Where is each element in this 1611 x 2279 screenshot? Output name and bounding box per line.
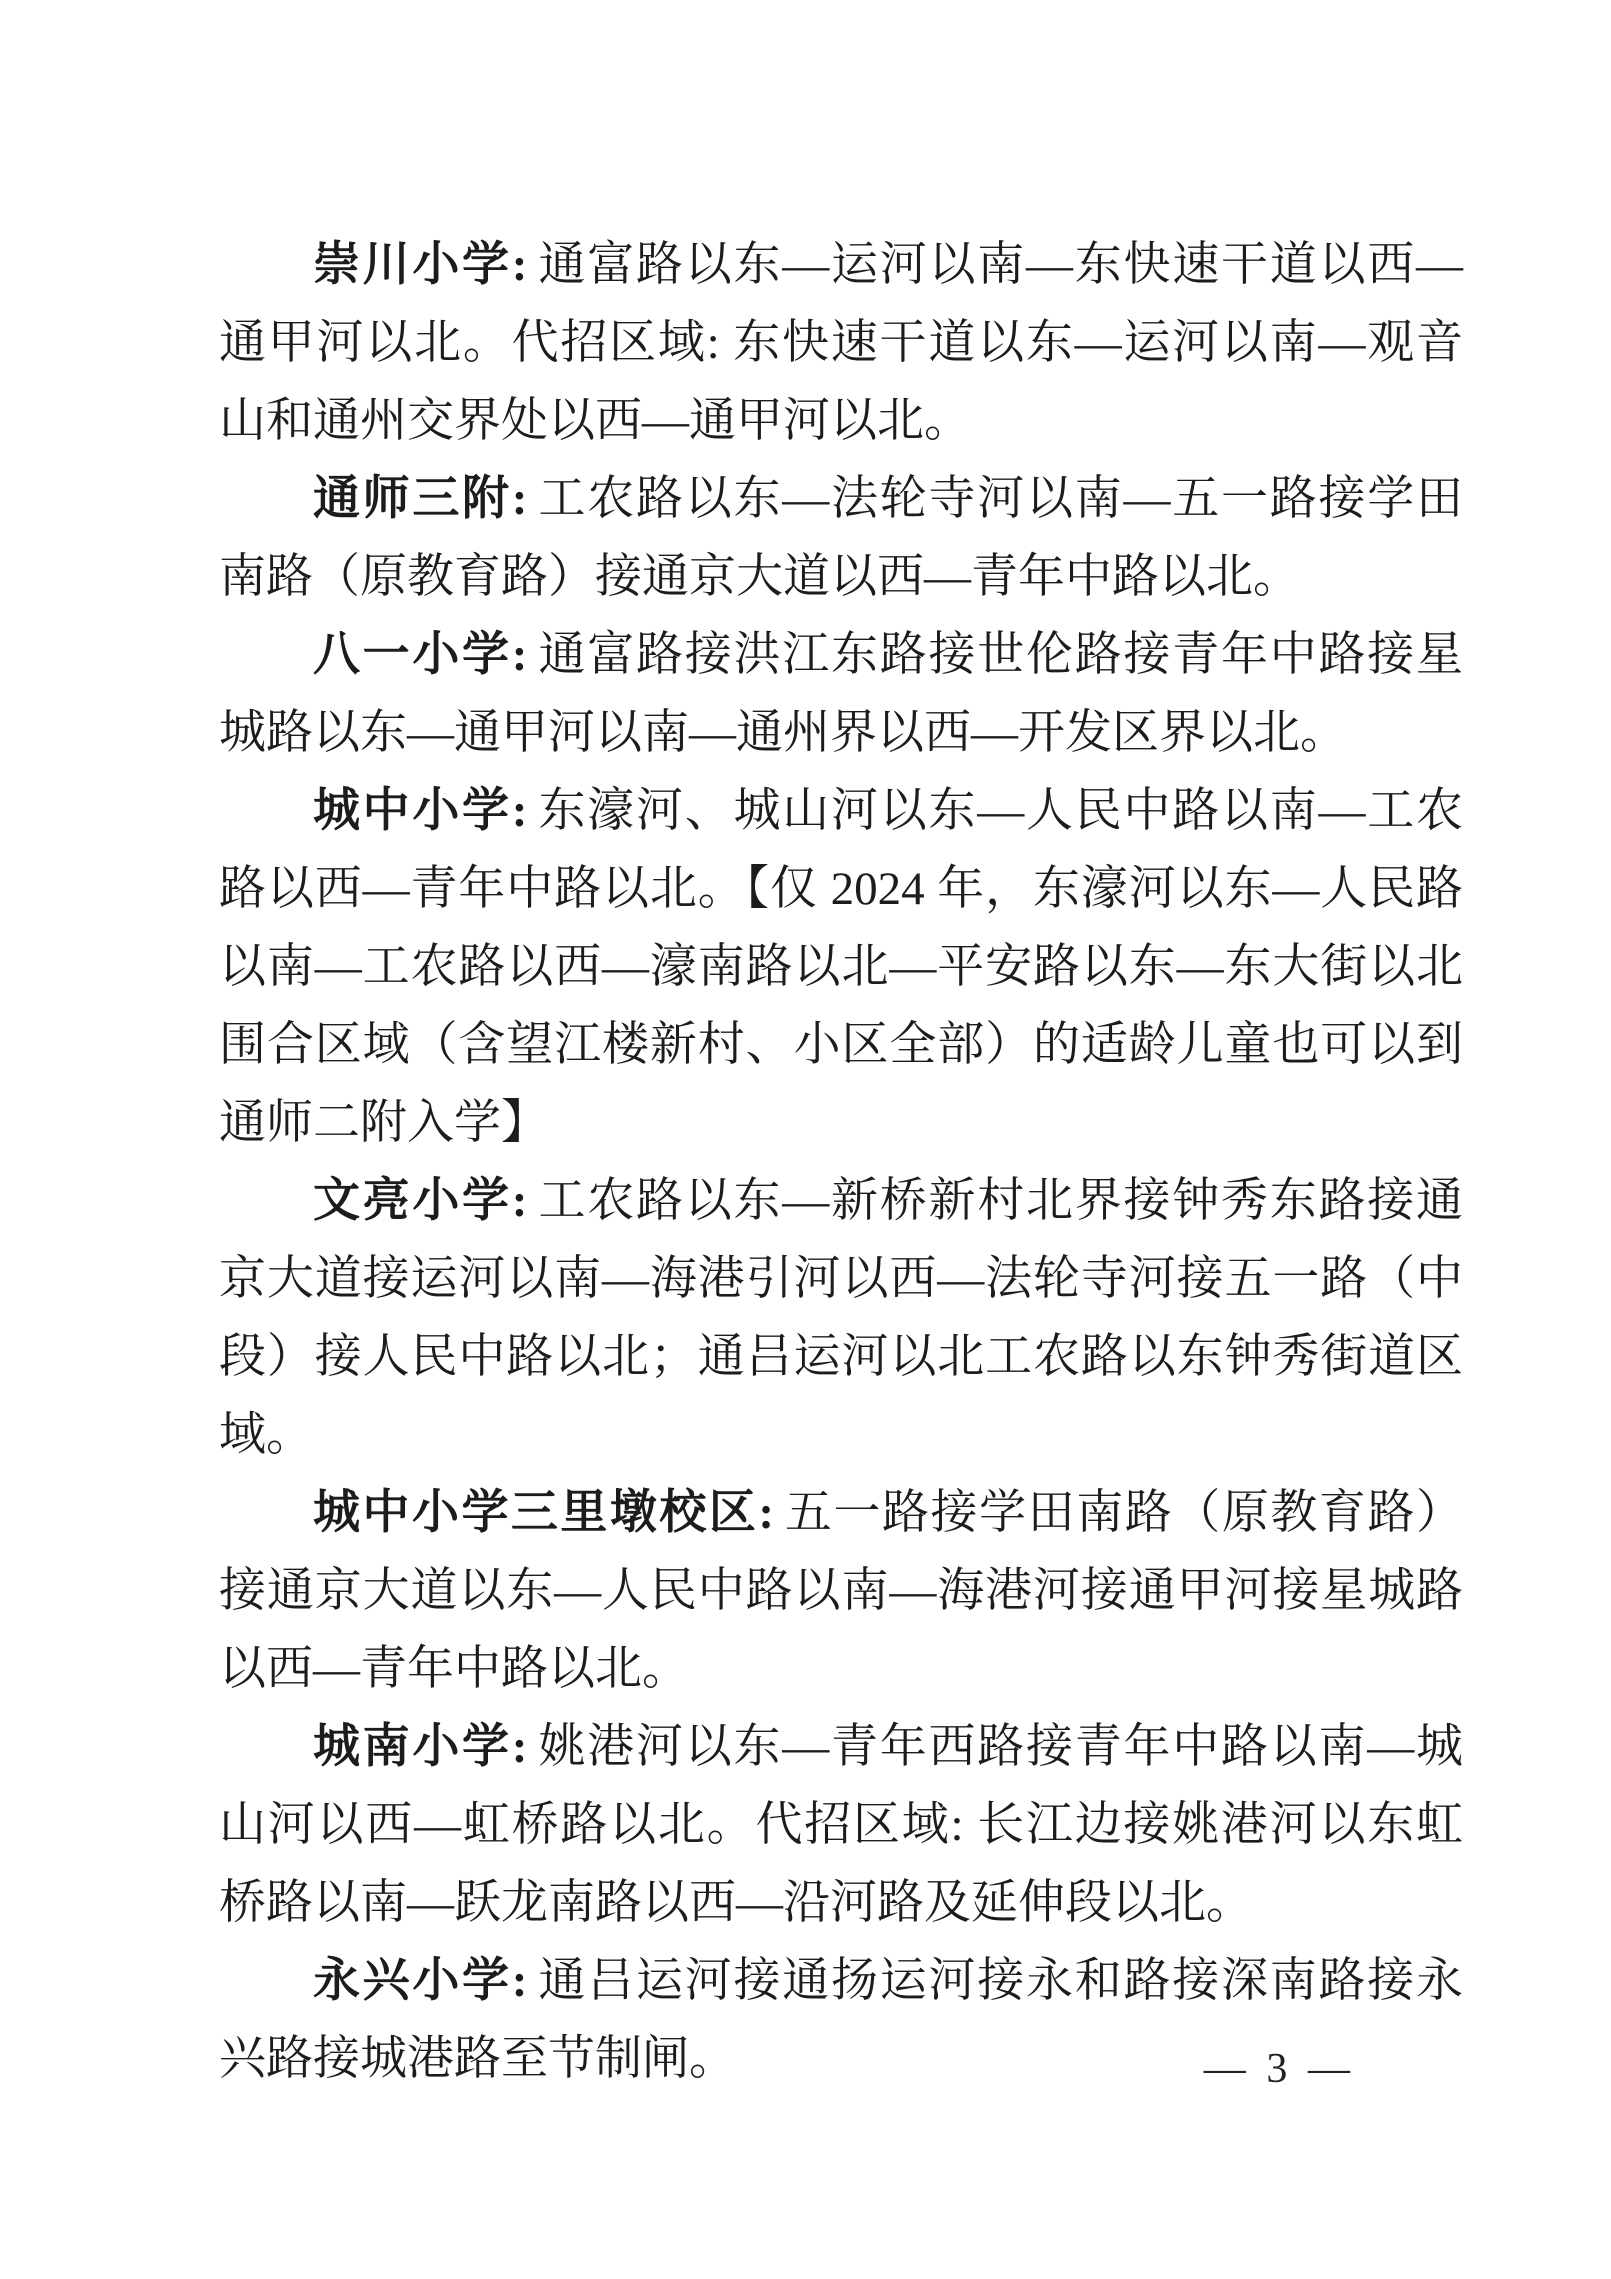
school-district-list (219, 226, 1463, 2098)
school-district-paragraph (219, 772, 1463, 1162)
school-district-paragraph (219, 616, 1463, 772)
page-number: — 3 — (1203, 2046, 1355, 2092)
district-boundary-description: 通富路以东—运河以南—东快速干道以西—通甲河以北。代招区域: 东快速干道以东—运河以南—观音山和通州交界处以西—通甲河以北。 (219, 239, 1463, 447)
school-district-paragraph (219, 460, 1463, 616)
school-name: 八一小学: (313, 629, 529, 681)
school-name: 通师三附: (313, 473, 529, 525)
school-name: 崇川小学: (313, 239, 529, 291)
school-name: 城南小学: (313, 1721, 529, 1773)
school-name: 城中小学: (313, 785, 529, 837)
school-name: 城中小学三里墩校区: (313, 1487, 775, 1539)
district-boundary-description: 通富路接洪江东路接世伦路接青年中路接星城路以东—通甲河以南—通州界以西—开发区界以北。 (219, 629, 1463, 759)
school-name: 文亮小学: (313, 1175, 529, 1227)
school-district-paragraph (219, 226, 1463, 460)
school-district-paragraph (219, 1474, 1463, 1708)
school-district-paragraph (219, 1708, 1463, 1942)
district-boundary-description: 五一路接学田南路（原教育路）接通京大道以东—人民中路以南—海港河接通甲河接星城路以西—青年中路以北。 (219, 1487, 1463, 1695)
district-boundary-description: 通吕运河接通扬运河接永和路接深南路接永兴路接城港路至节制闸。 (219, 1955, 1463, 2085)
district-boundary-description: 东濠河、城山河以东—人民中路以南—工农路以西—青年中路以北。【仅 2024 年，东濠河以东—人民路以南—工农路以西—濠南路以北—平安路以东—东大街以北围合区域（含望江楼新村、小区全部）的适龄儿童也可以到通师二附入学】 (219, 785, 1463, 1149)
district-boundary-description: 姚港河以东—青年西路接青年中路以南—城山河以西—虹桥路以北。代招区域: 长江边接姚港河以东虹桥路以南—跃龙南路以西—沿河路及延伸段以北。 (219, 1721, 1463, 1929)
district-boundary-description: 工农路以东—法轮寺河以南—五一路接学田南路（原教育路）接通京大道以西—青年中路以北。 (219, 473, 1463, 603)
school-district-paragraph (219, 1162, 1463, 1474)
school-name: 永兴小学: (313, 1955, 529, 2007)
district-boundary-description: 工农路以东—新桥新村北界接钟秀东路接通京大道接运河以南—海港引河以西—法轮寺河接五一路（中段）接人民中路以北；通吕运河以北工农路以东钟秀街道区域。 (219, 1175, 1463, 1461)
